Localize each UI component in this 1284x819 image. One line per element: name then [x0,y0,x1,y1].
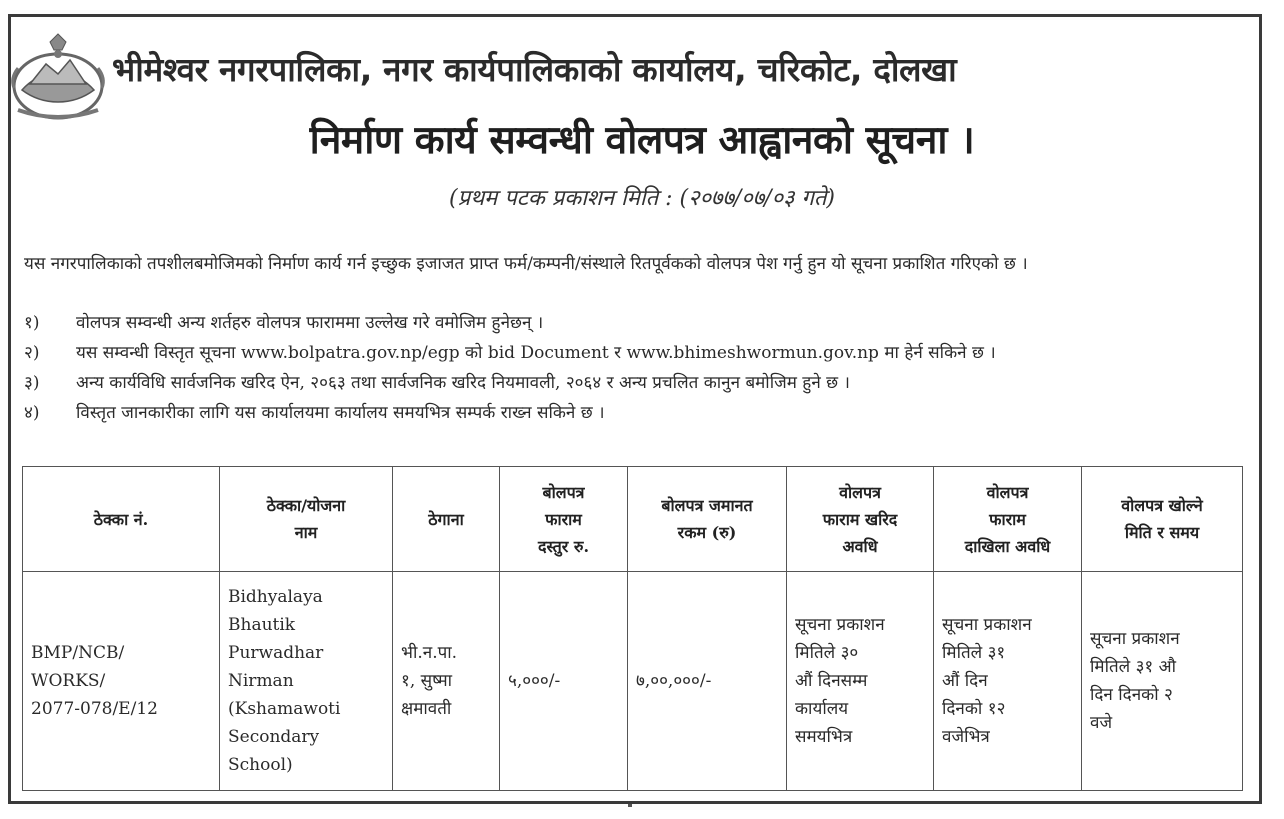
office-name: भीमेश्वर नगरपालिका, नगर कार्यपालिकाको कार्यालय, चरिकोट, दोलखा [112,50,957,89]
notice-title: निर्माण कार्य सम्वन्धी वोलपत्र आह्वानको सूचना । [309,118,975,163]
column-header-contract-no: ठेक्का नं. [23,467,220,572]
list-item-text: वोलपत्र सम्वन्धी अन्य शर्तहरु वोलपत्र फाराममा उल्लेख गरे वमोजिम हुनेछन् । [76,313,544,333]
bid-security-cell: ७,००,०००/- [628,572,787,791]
list-item-text: अन्य कार्यविधि सार्वजनिक खरिद ऐन, २०६३ तथा सार्वजनिक खरिद नियमावली, २०६४ र अन्य प्रचलित कानुन बमोजिम हुने छ । [76,373,850,393]
column-header-address: ठेगाना [393,467,500,572]
column-header-bid-security: बोलपत्र जमानत रकम (रु) [628,467,787,572]
project-name-cell: Bidhyalaya Bhautik Purwadhar Nirman (Kshamawoti Secondary School) [220,572,393,791]
column-header-project-name: ठेक्का/योजना नाम [220,467,393,572]
intro-paragraph: यस नगरपालिकाको तपशीलबमोजिमको निर्माण कार्य गर्न इच्छुक इजाजत प्राप्त फर्म/कम्पनी/संस्थाले रितपूर्वकको वोलपत्र पेश गर्नु हुन यो सूचना प्रकाशित गरिएको छ । [24,254,1028,274]
scan-mark [628,804,632,807]
list-item [24,308,1264,338]
address-cell: भी.न.पा. १, सुष्मा क्षमावती [393,572,500,791]
list-item [24,368,1264,398]
publication-date: (प्रथम पटक प्रकाशन मिति : (२०७७/०७/०३ गते) [449,186,835,211]
opening-date-cell: सूचना प्रकाशन मितिले ३१ औ दिन दिनको २ वजे [1082,572,1243,791]
list-item-text: विस्तृत जानकारीका लागि यस कार्यालयमा कार्यालय समयभित्र सम्पर्क राख्न सकिने छ । [76,403,605,423]
form-fee-cell: ५,०००/- [500,572,628,791]
column-header-form-fee: बोलपत्र फाराम दस्तुर रु. [500,467,628,572]
tender-table [22,466,1243,791]
column-header-opening-date: वोलपत्र खोल्ने मिति र समय [1082,467,1243,572]
list-item-text: यस सम्वन्धी विस्तृत सूचना www.bolpatra.gov.np/egp को bid Document र www.bhimeshwormun.gov.np मा हेर्न सकिने छ । [76,343,996,363]
list-item [24,338,1264,368]
column-header-purchase-period: वोलपत्र फाराम खरिद अवधि [787,467,934,572]
list-item-number: २) [24,343,40,363]
conditions-list [24,308,1264,428]
table-row [23,572,1243,791]
list-item-number: ४) [24,403,40,423]
table-header-row [23,467,1243,572]
contract-no-cell: BMP/NCB/ WORKS/ 2077-078/E/12 [23,572,220,791]
column-header-submission-period: वोलपत्र फाराम दाखिला अवधि [934,467,1082,572]
list-item [24,398,1264,428]
submission-period-cell: सूचना प्रकाशन मितिले ३१ औं दिन दिनको १२ वजेभित्र [934,572,1082,791]
list-item-number: १) [24,313,40,333]
purchase-period-cell: सूचना प्रकाशन मितिले ३० औं दिनसम्म कार्यालय समयभित्र [787,572,934,791]
list-item-number: ३) [24,373,40,393]
